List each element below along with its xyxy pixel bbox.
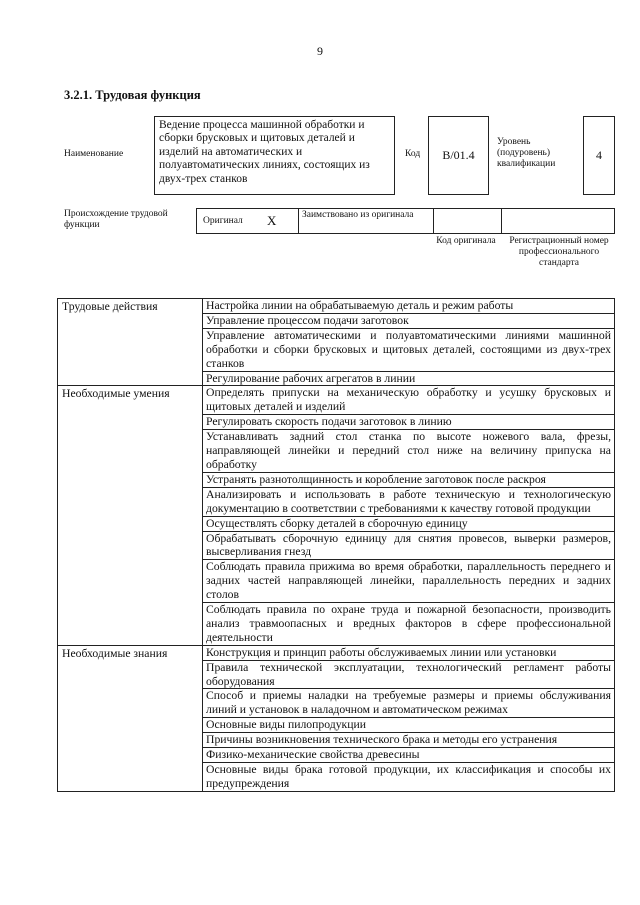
section-item: Регулировать скорость подачи заготовок в линию	[203, 415, 615, 430]
section-item: Обрабатывать сборочную единицу для снятия провесов, выверки размеров, высверливания гнезд	[203, 531, 615, 560]
original-label: Оригинал	[203, 216, 243, 226]
section-item: Основные виды брака готовой продукции, их классификация и способы их предупреждения	[203, 763, 615, 792]
function-code: B/01.4	[428, 116, 489, 195]
code-caption: Код оригинала	[436, 236, 496, 246]
section-item: Настройка линии на обрабатываемую деталь и режим работы	[203, 299, 615, 314]
reg-caption: Регистрационный номер профессионального стандарта	[509, 236, 609, 268]
section-item: Правила технической эксплуатации, технологический регламент работы оборудования	[203, 660, 615, 689]
section-item: Определять припуски на механическую обработку и усушку брусковых и щитовых деталей и изделий	[203, 386, 615, 415]
function-table	[57, 298, 615, 792]
original-mark: X	[267, 213, 277, 228]
section-item: Управление процессом подачи заготовок	[203, 313, 615, 328]
section-item: Основные виды пилопродукции	[203, 718, 615, 733]
table-row	[58, 299, 615, 314]
section-item: Регулирование рабочих агрегатов в линии	[203, 371, 615, 386]
section-title: 3.2.1. Трудовая функция	[64, 88, 201, 102]
section-item: Физико-механические свойства древесины	[203, 748, 615, 763]
origin-table	[196, 208, 615, 234]
section-item: Осуществлять сборку деталей в сборочную единицу	[203, 516, 615, 531]
section-item: Анализировать и использовать в работе техническую и технологическую документацию в соответствии с требованиями к качеству готовой продукции	[203, 487, 615, 516]
origin-label: Происхождение трудовой функции	[64, 209, 168, 230]
section-item: Устанавливать задний стол станка по высоте ножевого вала, фрезы, направляющей линейки и передний стол ниже на величину припуска на обработку	[203, 430, 615, 473]
section-item: Причины возникновения технического брака и методы его устранения	[203, 733, 615, 748]
section-item: Устранять разнотолщинность и коробление заготовок после раскроя	[203, 472, 615, 487]
borrowed-cell	[299, 209, 434, 233]
code-label: Код	[405, 149, 421, 159]
reg-number-cell	[502, 209, 614, 233]
section-item: Конструкция и принцип работы обслуживаемых линии или установки	[203, 645, 615, 660]
original-code-cell	[434, 209, 502, 233]
origin-original-cell	[197, 209, 299, 233]
section-item: Соблюдать правила по охране труда и пожарной безопасности, производить анализ травмоопасных и вредных факторов в сфере профессиональной деятельности	[203, 603, 615, 646]
table-row	[58, 386, 615, 415]
section-label: Необходимые умения	[58, 386, 203, 645]
section-label: Необходимые знания	[58, 645, 203, 791]
level-label: Уровень (подуровень) квалификации	[497, 137, 556, 169]
table-row	[58, 645, 615, 660]
function-name: Ведение процесса машинной обработки и сборки брусковых и щитовых деталей и изделий на автоматических и полуавтоматических линиях, состоящих из двух-трех станков	[154, 116, 395, 195]
qualification-level: 4	[583, 116, 615, 195]
section-item: Соблюдать правила прижима во время обработки, параллельность переднего и задних частей направляющей линейки, параллельность передних и задних столов	[203, 560, 615, 603]
section-label: Трудовые действия	[58, 299, 203, 386]
name-label: Наименование	[64, 149, 124, 159]
borrowed-label: Заимствовано из оригинала	[302, 210, 414, 220]
page-number: 9	[317, 44, 323, 58]
section-item: Управление автоматическими и полуавтоматическими линиями машинной обработки и сборки брусковых и щитовых деталей, состоящими из двух-трех станков	[203, 328, 615, 371]
section-item: Способ и приемы наладки на требуемые размеры и приемы обслуживания линий и установок в наладочном и автоматическом режимах	[203, 689, 615, 718]
